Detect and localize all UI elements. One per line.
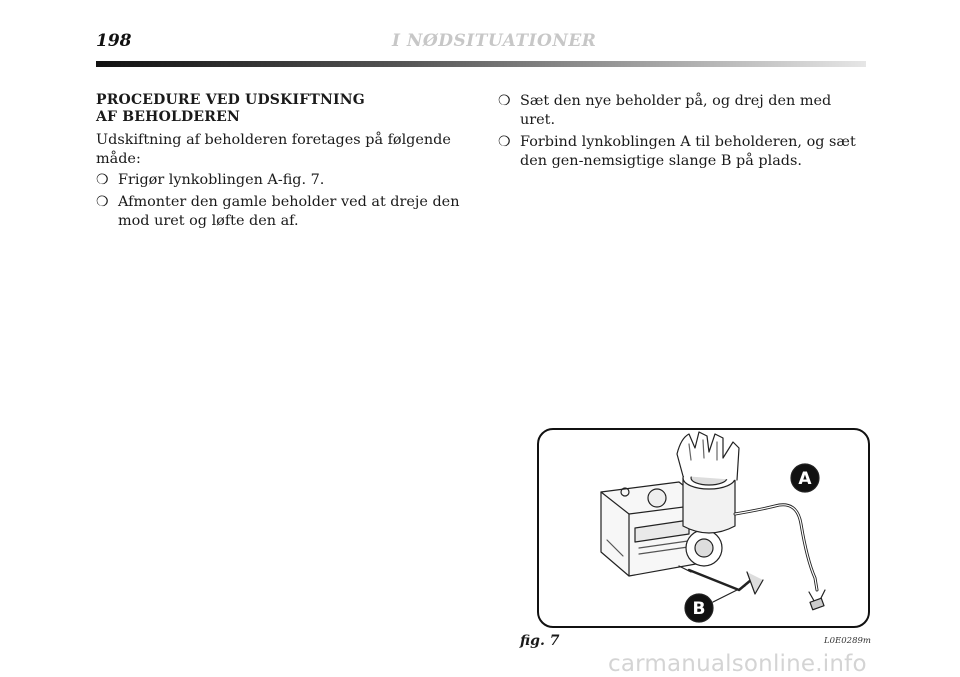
list-item: [96, 193, 482, 231]
figure-label-a: A: [798, 469, 812, 489]
intro-text: Udskiftning af beholderen foretages på følgende måde:: [96, 132, 451, 167]
list-item: [96, 171, 482, 190]
procedure-heading: [96, 92, 482, 126]
heading-line-2: AF BEHOLDEREN: [96, 109, 240, 125]
heading-line-1: PROCEDURE VED UDSKIFTNING: [96, 92, 365, 108]
watermark: carmanualsonline.info: [608, 651, 867, 677]
list-item: [498, 133, 870, 171]
bullet-icon: ❍: [498, 134, 511, 150]
list-item-text: Forbind lynkoblingen A til beholderen, og sæt den gen-nemsigtige slange B på plads.: [520, 134, 856, 169]
bullet-icon: ❍: [96, 194, 109, 210]
figure-code: L0E0289m: [824, 636, 871, 646]
list-item: [498, 92, 870, 130]
left-column: [96, 92, 482, 234]
figure-illustration: [537, 428, 870, 628]
list-item-text: Sæt den nye beholder på, og drej den med uret.: [520, 93, 832, 128]
right-column: [498, 92, 870, 174]
header-rule: [96, 61, 866, 67]
compressor-illustration: [539, 430, 868, 626]
section-title: I NØDSITUATIONER: [392, 31, 597, 51]
figure-label-b: B: [692, 599, 706, 619]
figure-caption: fig. 7: [520, 633, 560, 649]
bullet-icon: ❍: [498, 93, 511, 109]
list-item-text: Frigør lynkoblingen A-fig. 7.: [118, 172, 325, 188]
list-item-text: Afmonter den gamle beholder ved at dreje den mod uret og løfte den af.: [118, 194, 460, 229]
bullet-icon: ❍: [96, 172, 109, 188]
page-number: 198: [96, 31, 132, 51]
